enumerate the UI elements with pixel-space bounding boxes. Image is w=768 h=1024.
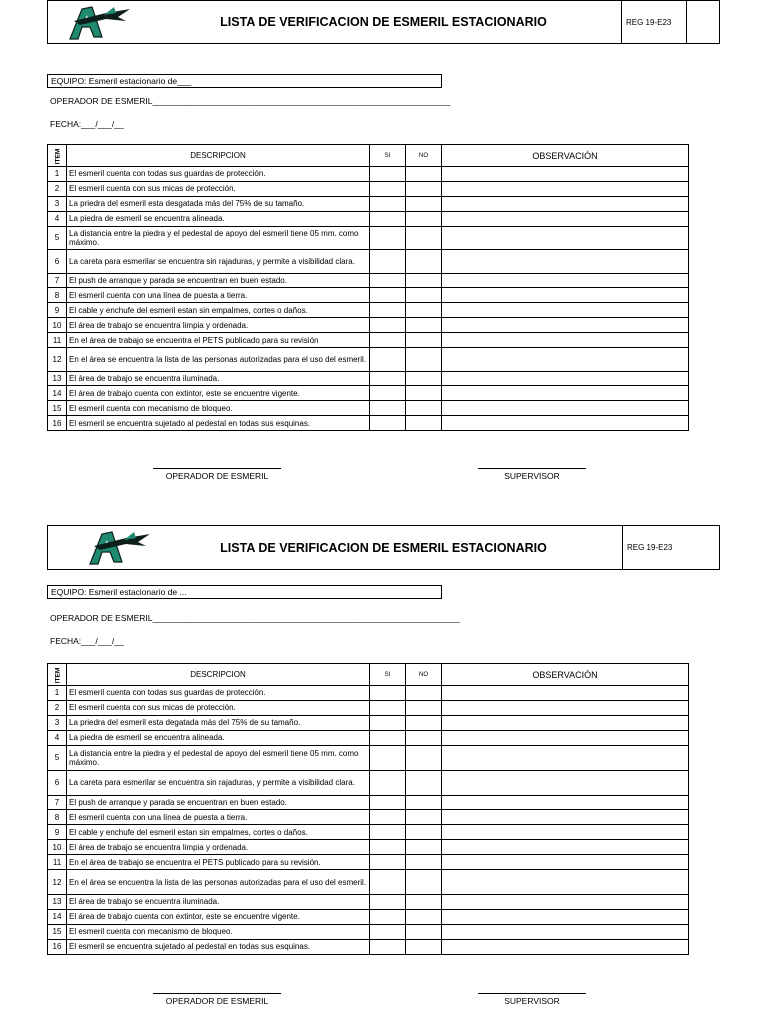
form-title: LISTA DE VERIFICACION DE ESMERIL ESTACIONARIO (220, 15, 547, 29)
company-logo-icon (76, 528, 156, 568)
item-description: En el área se encuentra la lista de las personas autorizadas para el uso del esmeril. (67, 348, 370, 372)
table-row (48, 700, 689, 715)
item-number: 5 (48, 226, 67, 250)
item-number: 3 (48, 715, 67, 730)
item-number: 13 (48, 371, 67, 386)
item-description: El cable y enchufe del esmeril estan sin empalmes, cortes o daños. (67, 825, 370, 840)
observation-cell[interactable] (442, 909, 689, 924)
date-field[interactable]: FECHA:___/___/__ (50, 119, 124, 129)
table-row (48, 840, 689, 855)
observation-cell[interactable] (442, 939, 689, 954)
no-checkbox-cell[interactable] (406, 730, 442, 745)
col-no-header: NO (406, 145, 442, 167)
table-row (48, 745, 689, 770)
form-title: LISTA DE VERIFICACION DE ESMERIL ESTACIONARIO (220, 541, 547, 555)
item-number: 8 (48, 288, 67, 303)
item-number: 9 (48, 825, 67, 840)
si-checkbox-cell[interactable] (370, 686, 406, 701)
item-number: 5 (48, 745, 67, 770)
item-description: En el área de trabajo se encuentra el PETS publicado para su revisión (67, 333, 370, 348)
si-checkbox-cell[interactable] (370, 924, 406, 939)
observation-cell[interactable] (442, 770, 689, 795)
table-row (48, 895, 689, 910)
no-checkbox-cell[interactable] (406, 840, 442, 855)
item-number: 14 (48, 909, 67, 924)
si-checkbox-cell[interactable] (370, 810, 406, 825)
observation-cell[interactable] (442, 745, 689, 770)
item-description: El esmeril cuenta con todas sus guardas de protección. (67, 167, 370, 182)
item-description: El área de trabajo se encuentra iluminada. (67, 895, 370, 910)
col-item-header: ITEM (48, 664, 67, 686)
observation-cell[interactable] (442, 840, 689, 855)
table-row (48, 795, 689, 810)
form-header (47, 525, 720, 570)
item-description: El push de arranque y parada se encuentran en buen estado. (67, 273, 370, 288)
si-checkbox-cell[interactable] (370, 825, 406, 840)
item-description: La piedra de esmeril se encuentra alineada. (67, 730, 370, 745)
no-checkbox-cell[interactable] (406, 715, 442, 730)
table-row (48, 715, 689, 730)
item-number: 4 (48, 211, 67, 226)
no-checkbox-cell[interactable] (406, 870, 442, 895)
item-number: 1 (48, 167, 67, 182)
item-description: El área de trabajo se encuentra iluminada. (67, 371, 370, 386)
item-number: 12 (48, 870, 67, 895)
item-number: 11 (48, 855, 67, 870)
col-item-header: ITEM (48, 145, 67, 167)
table-row (48, 924, 689, 939)
observation-cell[interactable] (442, 715, 689, 730)
equipo-field[interactable]: EQUIPO: Esmeril estacionario de___ (47, 74, 442, 88)
item-number: 2 (48, 700, 67, 715)
observation-cell[interactable] (442, 895, 689, 910)
table-header-row (48, 664, 689, 686)
item-description: La priedra del esmeril esta desgatada más del 75% de su tamaño. (67, 196, 370, 211)
observation-cell[interactable] (442, 700, 689, 715)
item-description: El esmeril se encuentra sujetado al pedestal en todas sus esquinas. (67, 416, 370, 431)
item-number: 10 (48, 840, 67, 855)
observation-cell[interactable] (442, 924, 689, 939)
item-number: 12 (48, 348, 67, 372)
item-number: 3 (48, 196, 67, 211)
no-checkbox-cell[interactable] (406, 745, 442, 770)
observation-cell[interactable] (442, 686, 689, 701)
item-description: El área de trabajo se encuentra limpia y ordenada. (67, 840, 370, 855)
si-checkbox-cell[interactable] (370, 840, 406, 855)
item-number: 6 (48, 770, 67, 795)
table-row (48, 870, 689, 895)
item-number: 9 (48, 303, 67, 318)
item-number: 2 (48, 181, 67, 196)
item-description: El esmeril cuenta con una línea de puesta a tierra. (67, 288, 370, 303)
equipo-field[interactable]: EQUIPO: Esmeril estacionario de ... (47, 585, 442, 599)
table-row (48, 810, 689, 825)
no-checkbox-cell[interactable] (406, 795, 442, 810)
table-row (48, 909, 689, 924)
no-checkbox-cell[interactable] (406, 939, 442, 954)
item-description: El esmeril cuenta con todas sus guardas de protección. (67, 686, 370, 701)
no-checkbox-cell[interactable] (406, 895, 442, 910)
si-checkbox-cell[interactable] (370, 909, 406, 924)
item-number: 11 (48, 333, 67, 348)
item-description: El esmeril cuenta con mecanismo de bloqueo. (67, 924, 370, 939)
item-number: 13 (48, 895, 67, 910)
operator-field[interactable]: OPERADOR DE ESMERIL_______________________________________________________________ (50, 96, 451, 106)
observation-cell[interactable] (442, 795, 689, 810)
date-field[interactable]: FECHA:___/___/__ (50, 636, 124, 646)
col-si-header: SI (370, 145, 406, 167)
item-number: 1 (48, 686, 67, 701)
si-checkbox-cell[interactable] (370, 730, 406, 745)
item-number: 8 (48, 810, 67, 825)
si-checkbox-cell[interactable] (370, 770, 406, 795)
item-description: El área de trabajo cuenta con extintor, este se encuentre vigente. (67, 386, 370, 401)
item-number: 7 (48, 795, 67, 810)
si-checkbox-cell[interactable] (370, 895, 406, 910)
item-description: El área de trabajo cuenta con extintor, este se encuentre vigente. (67, 909, 370, 924)
item-description: En el área de trabajo se encuentra el PETS publicado para su revisión. (67, 855, 370, 870)
si-checkbox-cell[interactable] (370, 745, 406, 770)
item-number: 16 (48, 939, 67, 954)
operator-signature: OPERADOR DE ESMERIL (150, 468, 284, 481)
supervisor-signature: SUPERVISOR (475, 993, 589, 1006)
observation-cell[interactable] (442, 855, 689, 870)
item-number: 6 (48, 250, 67, 274)
no-checkbox-cell[interactable] (406, 909, 442, 924)
no-checkbox-cell[interactable] (406, 686, 442, 701)
item-description: El área de trabajo se encuentra limpia y ordenada. (67, 318, 370, 333)
table-row (48, 686, 689, 701)
si-checkbox-cell[interactable] (370, 700, 406, 715)
observation-cell[interactable] (442, 870, 689, 895)
operator-signature: OPERADOR DE ESMERIL (150, 993, 284, 1006)
si-checkbox-cell[interactable] (370, 715, 406, 730)
si-checkbox-cell[interactable] (370, 855, 406, 870)
no-checkbox-cell[interactable] (406, 855, 442, 870)
col-si-header: SI (370, 664, 406, 686)
item-description: El esmeril cuenta con una línea de puesta a tierra. (67, 810, 370, 825)
table-row (48, 825, 689, 840)
item-description: El esmeril se encuentra sujetado al pedestal en todas sus esquinas. (67, 939, 370, 954)
item-number: 14 (48, 386, 67, 401)
table-row (48, 770, 689, 795)
item-number: 10 (48, 318, 67, 333)
item-description: La distancia entre la piedra y el pedestal de apoyo del esmeril tiene 05 mm. como máximo. (67, 745, 370, 770)
item-number: 4 (48, 730, 67, 745)
operator-field[interactable]: OPERADOR DE ESMERIL_________________________________________________________________ (50, 613, 460, 623)
item-description: La piedra de esmeril se encuentra alineada. (67, 211, 370, 226)
item-description: La careta para esmerilar se encuentra sin rajaduras, y permite a visibilidad clara. (67, 250, 370, 274)
no-checkbox-cell[interactable] (406, 770, 442, 795)
item-number: 16 (48, 416, 67, 431)
item-description: El push de arranque y parada se encuentran en buen estado. (67, 795, 370, 810)
col-desc-header: DESCRIPCION (67, 664, 370, 686)
si-checkbox-cell[interactable] (370, 795, 406, 810)
item-description: La distancia entre la piedra y el pedestal de apoyo del esmeril tiene 05 mm. como máximo. (67, 226, 370, 250)
observation-cell[interactable] (442, 825, 689, 840)
item-number: 15 (48, 401, 67, 416)
col-no-header: NO (406, 664, 442, 686)
table-row (48, 730, 689, 745)
supervisor-signature: SUPERVISOR (475, 468, 589, 481)
item-description: El esmeril cuenta con sus micas de protección. (67, 700, 370, 715)
item-description: La priedra del esmeril esta degatada más del 75% de su tamaño. (67, 715, 370, 730)
item-description: El esmeril cuenta con mecanismo de bloqueo. (67, 401, 370, 416)
col-obs-header: OBSERVACIÓN (442, 145, 689, 167)
no-checkbox-cell[interactable] (406, 810, 442, 825)
table-row (48, 939, 689, 954)
si-checkbox-cell[interactable] (370, 870, 406, 895)
table-row (48, 855, 689, 870)
item-description: La careta para esmerilar se encuentra sin rajaduras, y permite a visibilidad clara. (67, 770, 370, 795)
si-checkbox-cell[interactable] (370, 939, 406, 954)
observation-cell[interactable] (442, 810, 689, 825)
col-obs-header: OBSERVACIÓN (442, 664, 689, 686)
col-desc-header: DESCRIPCION (67, 145, 370, 167)
checklist-table (47, 663, 689, 955)
item-description: En el área se encuentra la lista de las personas autorizadas para el uso del esmeril. (67, 870, 370, 895)
no-checkbox-cell[interactable] (406, 924, 442, 939)
reg-code: REG 19-E23 (622, 526, 720, 569)
no-checkbox-cell[interactable] (406, 825, 442, 840)
item-description: El esmeril cuenta con sus micas de protección. (67, 181, 370, 196)
observation-cell[interactable] (442, 730, 689, 745)
no-checkbox-cell[interactable] (406, 700, 442, 715)
item-number: 15 (48, 924, 67, 939)
reg-code: REG 19-E23 (621, 1, 689, 43)
item-number: 7 (48, 273, 67, 288)
item-description: El cable y enchufe del esmeril estan sin empalmes, cortes o daños. (67, 303, 370, 318)
